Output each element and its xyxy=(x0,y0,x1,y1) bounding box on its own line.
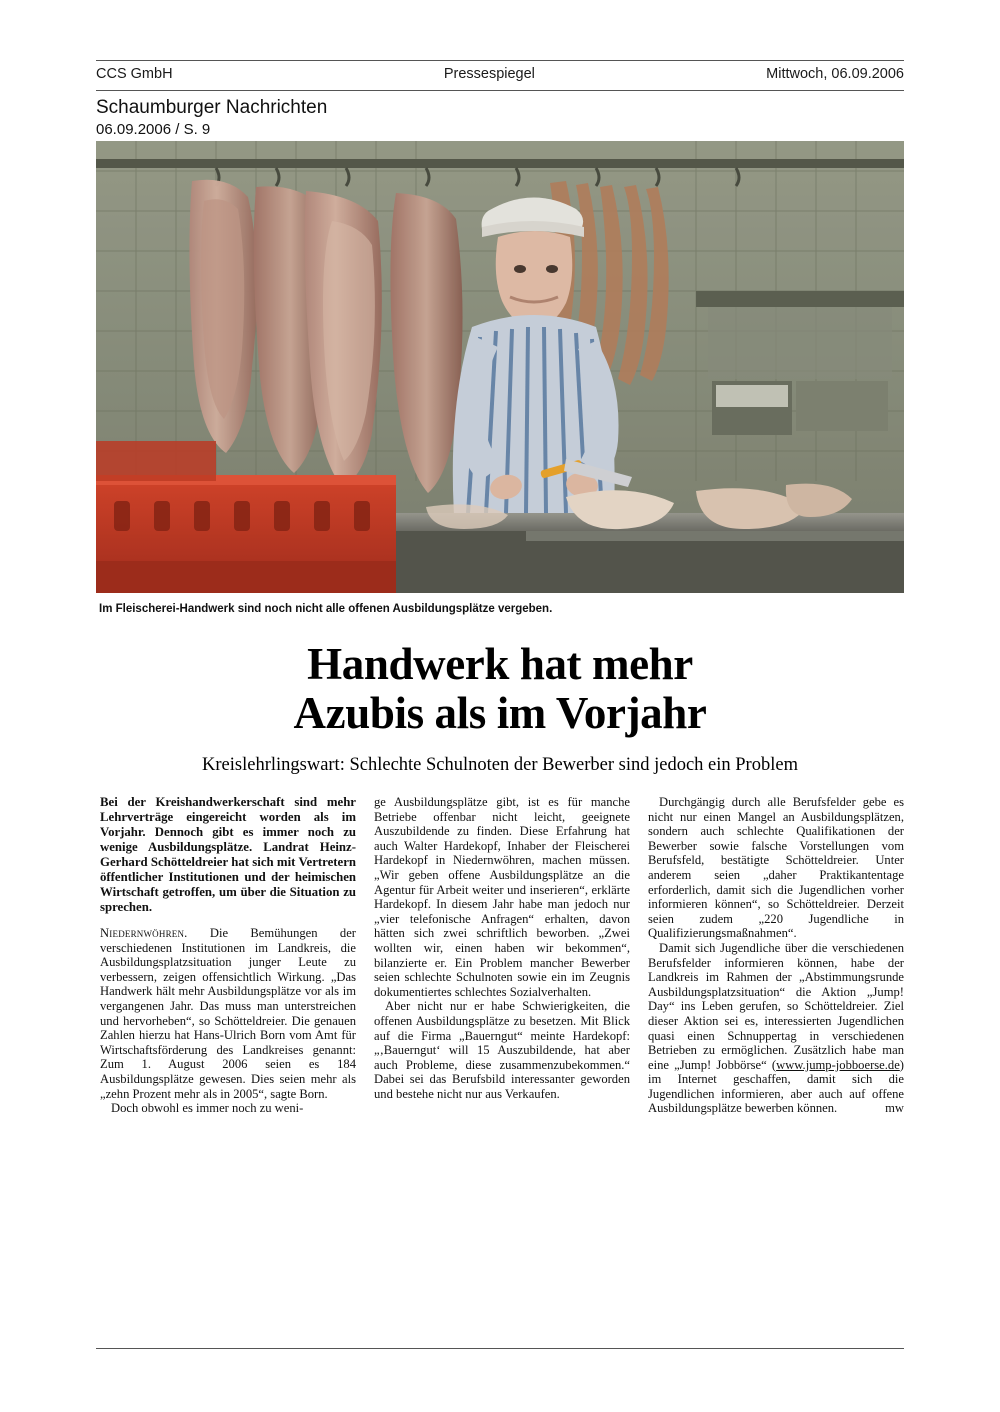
article-column-2 xyxy=(374,795,630,1116)
paragraph-text-after-link: ) im Internet geschaffen, damit sich die Jugendlichen informieren, aber auch auf offene Ausbildungsplätze bewerben können. xyxy=(648,1057,904,1116)
photo-caption: Im Fleischerei-Handwerk sind noch nicht alle offenen Ausbildungsplätze vergeben. xyxy=(99,603,553,615)
article-signature: mw xyxy=(885,1101,904,1116)
header-title: Pressespiegel xyxy=(443,66,535,82)
header-date: Mittwoch, 06.09.2006 xyxy=(766,66,904,82)
headline-line-2: Azubis als im Vorjahr xyxy=(293,688,707,738)
source-block xyxy=(96,96,327,139)
publication-name: Schaumburger Nachrichten xyxy=(96,97,328,118)
jobboerse-link[interactable]: www.jump-jobboerse.de xyxy=(776,1057,900,1072)
dateline: Niedernwöhren. xyxy=(100,926,188,940)
page-header xyxy=(96,66,904,82)
article-photo xyxy=(96,141,904,593)
footer-rule xyxy=(96,1348,904,1349)
header-rule-bottom xyxy=(96,90,904,91)
article-paragraph: ge Ausbildungsplätze gibt, ist es für manche Betriebe offenbar nicht leicht, geeignete Auszubildende zu finden. Diese Erfahrung hat auch Walter Hardekopf, Inhaber der Fleischerei Hardekopf in Niedernwöhren, machen müssen. „Wir geben offene Ausbildungsplätze an die Agentur für Arbeit weiter und inserieren“, erklärte Hardekopf. In diesem Jahr habe man jedoch nur „vier telefonische Anfragen“ erhalten, davon hätten sich zwei schriftlich beworben. „Zwei wollten wir, einen haben wir bekommen“, bilanzierte er. Ein Problem mancher Bewerber seien schlechte Schulnoten sowie ein im Zeugnis dokumentiertes schlechtes Sozialverhalten. xyxy=(374,795,630,999)
article-column-3 xyxy=(648,795,904,1116)
article-paragraph: Doch obwohl es immer noch zu weni- xyxy=(111,1101,304,1116)
article-column-1 xyxy=(100,795,356,1116)
article-body xyxy=(100,795,904,1116)
header-company: CCS GmbH xyxy=(96,66,173,82)
article-subheadline: Kreislehrlingswart: Schlechte Schulnoten der Bewerber sind jedoch ein Problem xyxy=(202,755,798,775)
article-headline xyxy=(96,640,904,738)
paragraph-text-before-link: Damit sich Jugendliche über die verschiedenen Berufsfelder informieren können, habe der Landkreis im Rahmen der „Abstimmungsrunde Ausbildungsplatzsituation“ die Aktion „Jump! Day“ ins Leben gerufen, so Schötteldreier. Ziel dieser Aktion sei es, interessierten Jugendlichen quasi einen Schnuppertag in verschiedenen Betrieben zu ermöglichen. Zusätzlich habe man eine „Jump! Jobbörse“ ( xyxy=(648,940,904,1072)
header-rule-top xyxy=(96,60,904,61)
article-paragraph xyxy=(648,941,904,1116)
article-paragraph: Durchgängig durch alle Berufsfelder gebe es nicht nur einen Mangel an Ausbildungsplätzen, sondern auch schlechte Qualifikationen der Bewerber sowie falsche Vorstellungen vom Berufsfeld, bestätigte Schötteldreier. Unter anderem seien „daher Praktikantentage erforderlich, damit sich die Jugendlichen vorher informieren können“, so Schötteldreier. Derzeit seien zudem „220 Jugendliche in Qualifizierungsmaßnahmen“. xyxy=(648,795,904,941)
paragraph-text: Die Bemühungen der verschiedenen Institutionen im Landkreis, die Ausbildungsplatzsituation junger Leute zu verbessern, zeigen offensichtlich Wirkung. „Das Handwerk hält mehr Ausbildungsplätze vor als im vergangenen Jahr. Das muss man unterstreichen und hervorheben“, so Schötteldreier. Die genauen Zahlen hierzu hat Hans-Ulrich Born vom Amt für Wirtschaftsförderung des Landkreises genannt: Zum 1. August 2006 seien es 184 Ausbildungsplätze gewesen. Dies seien mehr als „zehn Prozent mehr als in 2005“, sagte Born. xyxy=(100,926,356,1101)
article-paragraph xyxy=(100,926,356,1101)
article-lead: Bei der Kreishandwerkerschaft sind mehr Lehrverträge eingereicht worden als im Vorjahr. Dennoch gibt es immer noch zu wenige Ausbildungsplätze. Landrat Heinz-Gerhard Schötteldreier hat sich mit Vertretern öffentlicher Institutionen und der heimischen Wirtschaft getroffen, um über die Situation zu sprechen. xyxy=(100,795,356,914)
article-paragraph: Aber nicht nur er habe Schwierigkeiten, die offenen Ausbildungsplätze zu besetzen. Mit Blick auf die Firma „Bauerngut“ meinte Hardekopf: „‚Bauerngut‘ will 15 Auszubildende, hat aber auch Probleme, diese zusammenzubekommen.“ Dabei sei das Berufsbild interessanter geworden und bestehe nicht nur aus Verkaufen. xyxy=(374,999,630,1101)
headline-line-1: Handwerk hat mehr xyxy=(307,639,693,689)
publication-issue: 06.09.2006 / S. 9 xyxy=(96,121,211,138)
